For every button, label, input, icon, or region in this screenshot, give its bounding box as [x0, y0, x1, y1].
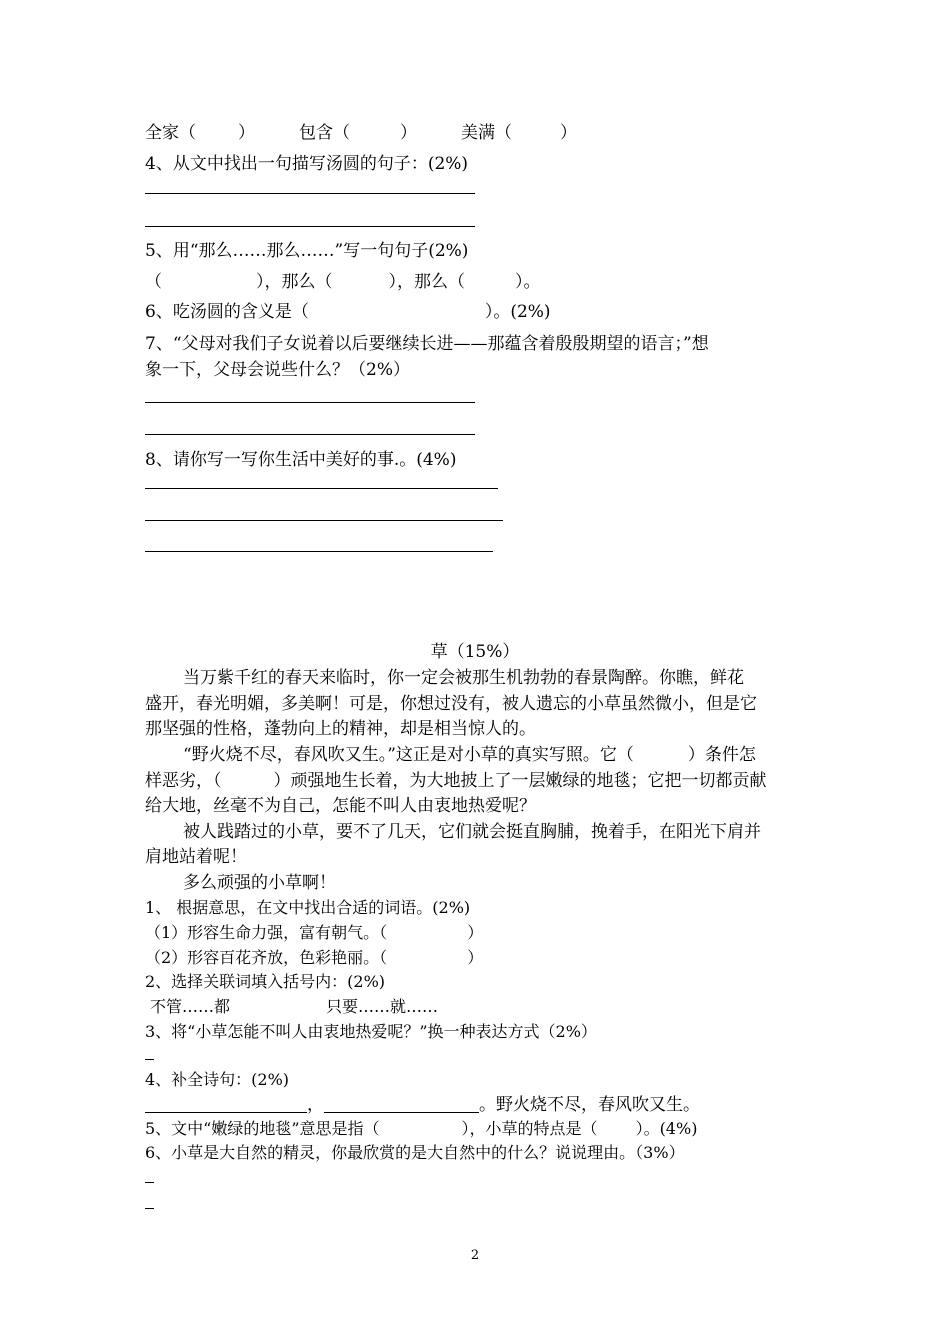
answer-line[interactable]	[145, 488, 498, 489]
question-1-part1: （1）形容生命力强，富有朝气。（ ）	[145, 923, 484, 942]
question-4-fill: ， 。野火烧不尽，春风吹又生。	[145, 1094, 700, 1116]
question-1-part2: （2）形容百花齐放，色彩艳丽。（ ）	[145, 948, 484, 967]
question-2: 2、选择关联词填入括号内：(2%)	[145, 972, 386, 991]
passage-p3-line2: 肩地站着呢！	[145, 847, 247, 867]
passage-p2-line2: 样恶劣，（ ）顽强地生长着，为大地披上了一层嫩绿的地毯；它把一切都贡献	[145, 771, 767, 791]
question-6-top: 6、吃汤圆的含义是（ ）。(2%)	[145, 302, 551, 322]
poem-blank-2[interactable]	[324, 1095, 479, 1113]
answer-line[interactable]	[145, 551, 493, 552]
answer-line[interactable]	[145, 434, 475, 435]
passage-p4: 多么顽强的小草啊！	[183, 873, 336, 893]
answer-line[interactable]	[145, 1182, 154, 1183]
passage-p2-line3: 给大地，丝毫不为自己，怎能不叫人由衷地热爱呢？	[145, 796, 536, 816]
question-4: 4、补全诗句：(2%)	[145, 1070, 290, 1089]
passage-p1-line2: 盛开，春光明媚，多美啊！可是，你想过没有，被人遗忘的小草虽然微小，但是它	[145, 694, 757, 714]
question-4-top: 4、从文中找出一句描写汤圆的句子：(2%)	[145, 154, 469, 174]
question-7-top-line1: 7、“父母对我们子女说着以后要继续长进——那蕴含着殷殷期望的语言；”想	[145, 334, 709, 354]
passage-p1-line1: 当万紫千红的春天来临时，你一定会被那生机勃勃的春景陶醉。你瞧，鲜花	[183, 668, 744, 688]
question-5-fill: （ ），那么（ ），那么（ ）。	[145, 272, 541, 292]
answer-line[interactable]	[145, 402, 475, 403]
answer-line[interactable]	[145, 1059, 154, 1060]
question-5: 5、文中“嫩绿的地毯”意思是指（ ），小草的特点是（ ）。(4%)	[145, 1119, 698, 1138]
page-number: 2	[470, 1248, 480, 1263]
passage-p1-line3: 那坚强的性格，蓬勃向上的精神，却是相当惊人的。	[145, 719, 536, 739]
passage-title: 草（15%）	[430, 642, 520, 662]
question-8-top: 8、请你写一写你生活中美好的事.。(4%)	[145, 450, 457, 470]
answer-line[interactable]	[145, 226, 475, 227]
question-5-top: 5、用“那么……那么……”写一句句子(2%)	[145, 241, 469, 261]
question-2-options: 不管……都 只要……就……	[150, 997, 439, 1016]
answer-line[interactable]	[145, 520, 503, 521]
passage-p2-line1: “野火烧不尽，春风吹又生。”这正是对小草的真实写照。它（ ）条件怎	[183, 745, 756, 765]
answer-line[interactable]	[145, 193, 475, 194]
question-3: 3、将“小草怎能不叫人由衷地热爱呢？”换一种表达方式（2%）	[145, 1022, 597, 1041]
poem-blank-1[interactable]	[145, 1095, 307, 1113]
word-explain-row: 全家（ ） 包含（ ） 美满（ ）	[145, 123, 577, 143]
question-7-top-line2: 象一下，父母会说些什么？（2%）	[145, 360, 410, 380]
answer-line[interactable]	[145, 1208, 154, 1209]
passage-p3-line1: 被人践踏过的小草，要不了几天，它们就会挺直胸脯，挽着手，在阳光下肩并	[183, 822, 761, 842]
question-1: 1、 根据意思，在文中找出合适的词语。(2%)	[145, 898, 471, 917]
question-6: 6、小草是大自然的精灵，你最欣赏的是大自然中的什么？说说理由。（3%）	[145, 1143, 685, 1162]
